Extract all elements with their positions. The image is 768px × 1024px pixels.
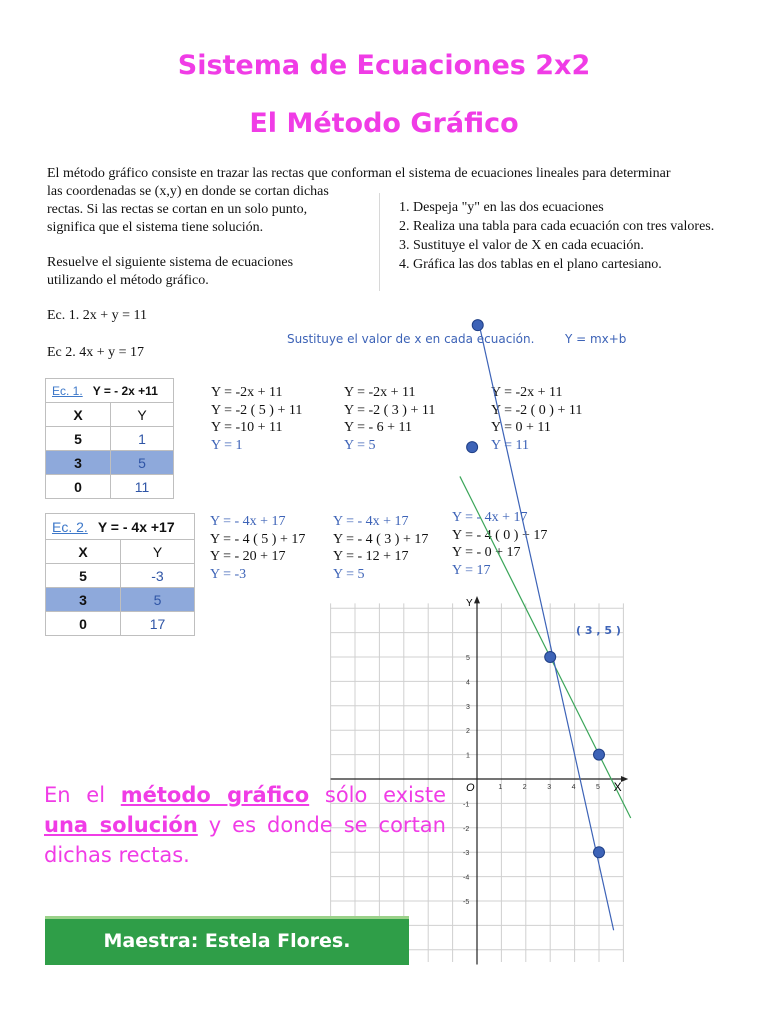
table-cell-y: -3 (121, 564, 195, 588)
table-cell-y: 5 (111, 451, 174, 475)
line-ec1 (460, 476, 631, 818)
x-tick-label: 1 (498, 784, 503, 791)
axis-tick-labels (463, 655, 600, 906)
step-item: 3. Sustituye el valor de X en cada ecuación. (413, 236, 764, 255)
calc-line: Y = - 0 + 17 (452, 545, 521, 560)
step-item: 4. Gráfica las dos tablas en el plano cartesiano. (413, 255, 764, 274)
calc-line: Y = -2 ( 5 ) + 11 (211, 402, 303, 418)
table-cell-x: 0 (46, 475, 111, 499)
x-tick-label: 4 (571, 784, 576, 791)
intro-line-4: significa que el sistema tiene solución. (47, 220, 264, 235)
table-ec2-col-x: X (46, 540, 121, 564)
equation-2: Ec 2. 4x + y = 17 (47, 345, 145, 360)
data-point (545, 652, 556, 663)
calc-line: Y = -10 + 11 (211, 420, 283, 435)
y-tick-label: 3 (466, 703, 470, 711)
intro-line-1: El método gráfico consiste en trazar las rectas que conforman el sistema de ecuaciones lineales para determinar (47, 166, 671, 181)
table-cell-x: 3 (46, 451, 111, 475)
calc-result: Y = 5 (344, 437, 376, 453)
table-ec2-col-y: Y (121, 540, 195, 564)
intro-line-2: las coordenadas se (x,y) en donde se cortan dichas (47, 184, 329, 199)
calc-result: Y = -3 (210, 566, 247, 582)
calc-line: Y = -2 ( 0 ) + 11 (491, 402, 583, 418)
x-tick-label: 3 (547, 784, 552, 791)
calc-line: Y = - 6 + 11 (344, 420, 413, 435)
step-item: 2. Realiza una tabla para cada ecuación con tres valores. (413, 217, 764, 236)
conclusion-part: En el (44, 783, 121, 807)
y-tick-label: -3 (463, 850, 470, 858)
table-ec1-label: Ec. 1. (52, 383, 83, 398)
calc-line: Y = - 20 + 17 (210, 549, 286, 564)
data-point (472, 320, 483, 331)
intro-line-3: rectas. Si las rectas se cortan en un solo punto, (47, 202, 308, 217)
x-tick-label: 2 (522, 784, 527, 791)
axis-y-label: Y (466, 597, 473, 609)
y-tick-label: -2 (463, 825, 470, 833)
substitute-note: Sustituye el valor de x en cada ecuación. Y = mx+b (287, 332, 627, 346)
conclusion-text (44, 780, 446, 870)
calc-result: Y = 5 (333, 566, 365, 582)
calc-line: Y = - 4x + 17 (452, 510, 528, 525)
calc-line: Y = -2x + 11 (491, 385, 563, 400)
calc-line: Y = - 12 + 17 (333, 549, 409, 564)
axis-x-label: X (613, 780, 622, 794)
calc-line: Y = - 4 ( 3 ) + 17 (333, 531, 429, 547)
y-axis-arrow (474, 596, 480, 603)
data-point (467, 442, 478, 453)
teacher-banner: Maestra: Estela Flores. (45, 916, 409, 965)
calc-line: Y = - 4 ( 5 ) + 17 (210, 531, 306, 547)
table-ec1-formula: Y = - 2x +11 (92, 383, 158, 398)
table-cell-y: 1 (111, 427, 174, 451)
origin-label: O (466, 782, 475, 794)
subtitle: El Método Gráfico (249, 108, 519, 139)
table-cell-x: 5 (46, 427, 111, 451)
calc-line: Y = - 4 ( 0 ) + 17 (452, 527, 548, 543)
x-axis-arrow (621, 776, 628, 782)
calc-line: Y = -2x + 11 (211, 385, 283, 400)
x-tick-label: 5 (596, 784, 600, 791)
calc-result: Y = 11 (491, 437, 529, 453)
calc-line: Y = 0 + 11 (491, 420, 551, 435)
conclusion-part: y es donde se cortan dichas rectas. (44, 813, 446, 867)
equation-1: Ec. 1. 2x + y = 11 (47, 308, 148, 323)
intersection-label: ( 3 , 5 ) (576, 624, 621, 637)
intro-line-5: Resuelve el siguiente sistema de ecuaciones (47, 255, 294, 270)
y-tick-label: -1 (463, 801, 470, 809)
calc-line: Y = - 4x + 17 (333, 514, 409, 529)
table-cell-x: 3 (46, 588, 121, 612)
table-cell-x: 5 (46, 564, 121, 588)
table-cell-y: 17 (121, 612, 195, 636)
y-tick-label: -4 (463, 874, 470, 882)
calc-line: Y = -2x + 11 (344, 385, 416, 400)
y-tick-label: -5 (463, 899, 470, 906)
main-title: Sistema de Ecuaciones 2x2 (177, 50, 591, 81)
data-point (594, 749, 605, 760)
table-cell-y: 5 (121, 588, 195, 612)
table-cell-y: 11 (111, 475, 174, 499)
data-point (594, 847, 605, 858)
table-ec1-col-y: Y (111, 403, 174, 427)
conclusion-emphasis: una solución (44, 813, 198, 837)
y-tick-label: 5 (466, 655, 470, 662)
calc-line: Y = -2 ( 3 ) + 11 (344, 402, 436, 418)
calc-result: Y = 17 (452, 562, 491, 578)
y-tick-label: 1 (466, 752, 470, 760)
calc-line: Y = - 4x + 17 (210, 514, 286, 529)
conclusion-emphasis: método gráfico (120, 783, 310, 807)
table-cell-x: 0 (46, 612, 121, 636)
y-tick-label: 2 (466, 728, 470, 736)
step-item: 1. Despeja "y" en las dos ecuaciones (413, 198, 764, 217)
spacer (460, 320, 478, 476)
graph-points (467, 320, 605, 858)
table-ec2-formula: Y = - 4x +17 (97, 518, 175, 535)
table-ec2-label: Ec. 2. (52, 518, 88, 535)
conclusion-part: sólo existe (309, 783, 446, 807)
intro-line-6: utilizando el método gráfico. (47, 273, 209, 288)
calc-result: Y = 1 (211, 437, 243, 453)
y-tick-label: 4 (466, 679, 470, 687)
table-ec1-col-x: X (46, 403, 111, 427)
